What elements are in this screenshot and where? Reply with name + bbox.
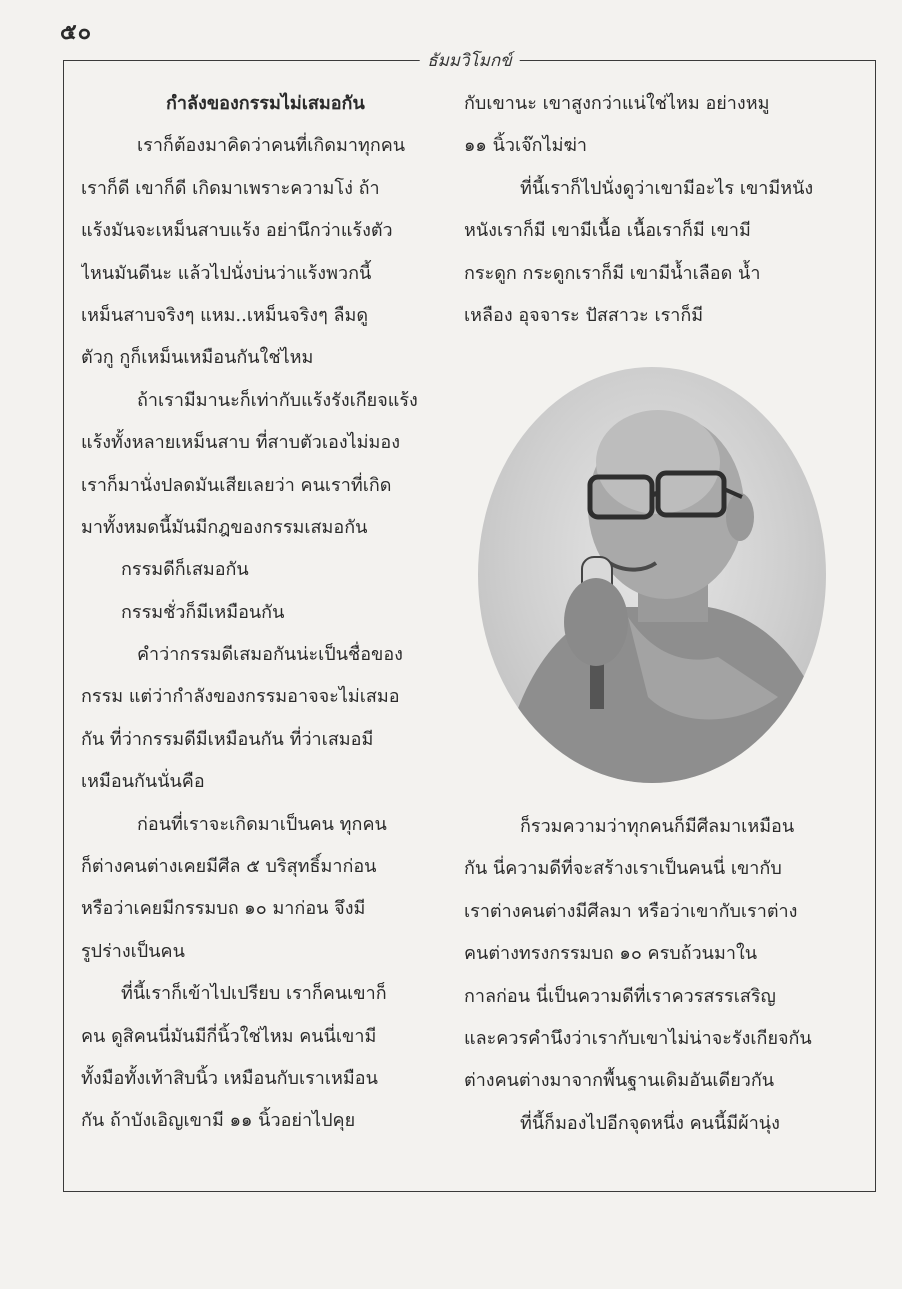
text-line: ก็ต่างคนต่างเคยมีศีล ๕ บริสุทธิ์มาก่อน: [81, 856, 377, 878]
text-line: กาลก่อน นี่เป็นความดีที่เราควรสรรเสริญ: [464, 985, 776, 1007]
text-line: เราต่างคนต่างมีศีลมา หรือว่าเขากับเราต่าง: [464, 900, 798, 922]
text-line: เราก็ดี เขาก็ดี เกิดมาเพราะความโง่ ถ้า: [81, 177, 380, 199]
text-line: ๑๑ นิ้วเจ๊กไม่ฆ่า: [464, 135, 587, 157]
portrait-illustration: [478, 367, 826, 783]
text-line: ทั้งมือทั้งเท้าสิบนิ้ว เหมือนกับเราเหมือน: [81, 1067, 378, 1089]
text-line: คน ดูสิคนนี่มันมีกี่นิ้วใช่ไหม คนนี่เขามี: [81, 1025, 377, 1047]
text-line: แร้งมันจะเหม็นสาบแร้ง อย่านึกว่าแร้งตัว: [81, 220, 393, 242]
text-line: ต่างคนต่างมาจากพื้นฐานเดิมอันเดียวกัน: [464, 1070, 775, 1092]
section-title: กำลังของกรรมไม่เสมอกัน: [166, 93, 365, 114]
text-line: ถ้าเรามีมานะก็เท่ากับแร้งรังเกียจแร้ง: [137, 389, 418, 411]
text-line: ที่นี้เราก็เข้าไปเปรียบ เราก็คนเขาก็: [121, 983, 387, 1005]
right-column-bottom: [464, 806, 844, 1145]
text-line: ไหนมันดีนะ แล้วไปนั่งบ่นว่าแร้งพวกนี้: [81, 262, 372, 284]
text-line: คำว่ากรรมดีเสมอกันน่ะเป็นชื่อของ: [137, 644, 403, 666]
text-line: หนังเราก็มี เขามีเนื้อ เนื้อเราก็มี เขามี: [464, 220, 751, 242]
text-line: หรือว่าเคยมีกรรมบถ ๑๐ มาก่อน จึงมี: [81, 898, 366, 920]
text-line: ก่อนที่เราจะเกิดมาเป็นคน ทุกคน: [137, 813, 387, 835]
text-line: เหลือง อุจจาระ ปัสสาวะ เราก็มี: [464, 304, 704, 326]
text-line: มาทั้งหมดนี้มันมีกฎของกรรมเสมอกัน: [81, 516, 368, 538]
monk-portrait-photo: [478, 367, 826, 783]
text-line: ที่นี้ก็มองไปอีกจุดหนึ่ง คนนี้มีผ้านุ่ง: [520, 1112, 780, 1134]
text-line: และควรคำนึงว่าเรากับเขาไม่น่าจะรังเกียจกัน: [464, 1027, 812, 1049]
text-line: คนต่างทรงกรรมบถ ๑๐ ครบถ้วนมาใน: [464, 943, 758, 965]
text-line: กรรม แต่ว่ากำลังของกรรมอาจจะไม่เสมอ: [81, 686, 400, 708]
text-line: ตัวกู กูก็เหม็นเหมือนกันใช่ไหม: [81, 347, 314, 369]
left-column: [81, 83, 451, 1143]
text-line: ก็รวมความว่าทุกคนก็มีศีลมาเหมือน: [520, 816, 795, 837]
text-line: กับเขานะ เขาสูงกว่าแน่ใช่ไหม อย่างหมู: [464, 93, 770, 114]
running-header: ธัมมวิโมกข์: [419, 47, 520, 74]
text-line: เหม็นสาบจริงๆ แหม..เหม็นจริงๆ ลืมดู: [81, 304, 369, 326]
text-line: กัน นี่ความดีที่จะสร้างเราเป็นคนนี่ เขากับ: [464, 858, 782, 880]
text-line: แร้งทั้งหลายเหม็นสาบ ที่สาบตัวเองไม่มอง: [81, 432, 401, 454]
text-line: รูปร่างเป็นคน: [81, 940, 185, 962]
text-line: กรรมชั่วก็มีเหมือนกัน: [121, 601, 285, 623]
text-line: กรรมดีก็เสมอกัน: [121, 559, 249, 581]
text-line: เราก็ต้องมาคิดว่าคนที่เกิดมาทุกคน: [137, 135, 406, 157]
page-frame: [63, 51, 876, 1192]
text-line: กัน ถ้าบังเอิญเขามี ๑๑ นิ้วอย่าไปคุย: [81, 1110, 356, 1132]
text-line: กระดูก กระดูกเราก็มี เขามีน้ำเลือด น้ำ: [464, 262, 761, 284]
text-line: กัน ที่ว่ากรรมดีมีเหมือนกัน ที่ว่าเสมอมี: [81, 728, 374, 750]
page-number: ๕๐: [60, 19, 93, 45]
text-line: เราก็มานั่งปลดมันเสียเลยว่า คนเราที่เกิด: [81, 474, 392, 496]
text-line: ที่นี้เราก็ไปนั่งดูว่าเขามีอะไร เขามีหนัง: [520, 177, 814, 199]
text-line: เหมือนกันนั่นคือ: [81, 771, 205, 793]
right-column-top: [464, 83, 844, 337]
